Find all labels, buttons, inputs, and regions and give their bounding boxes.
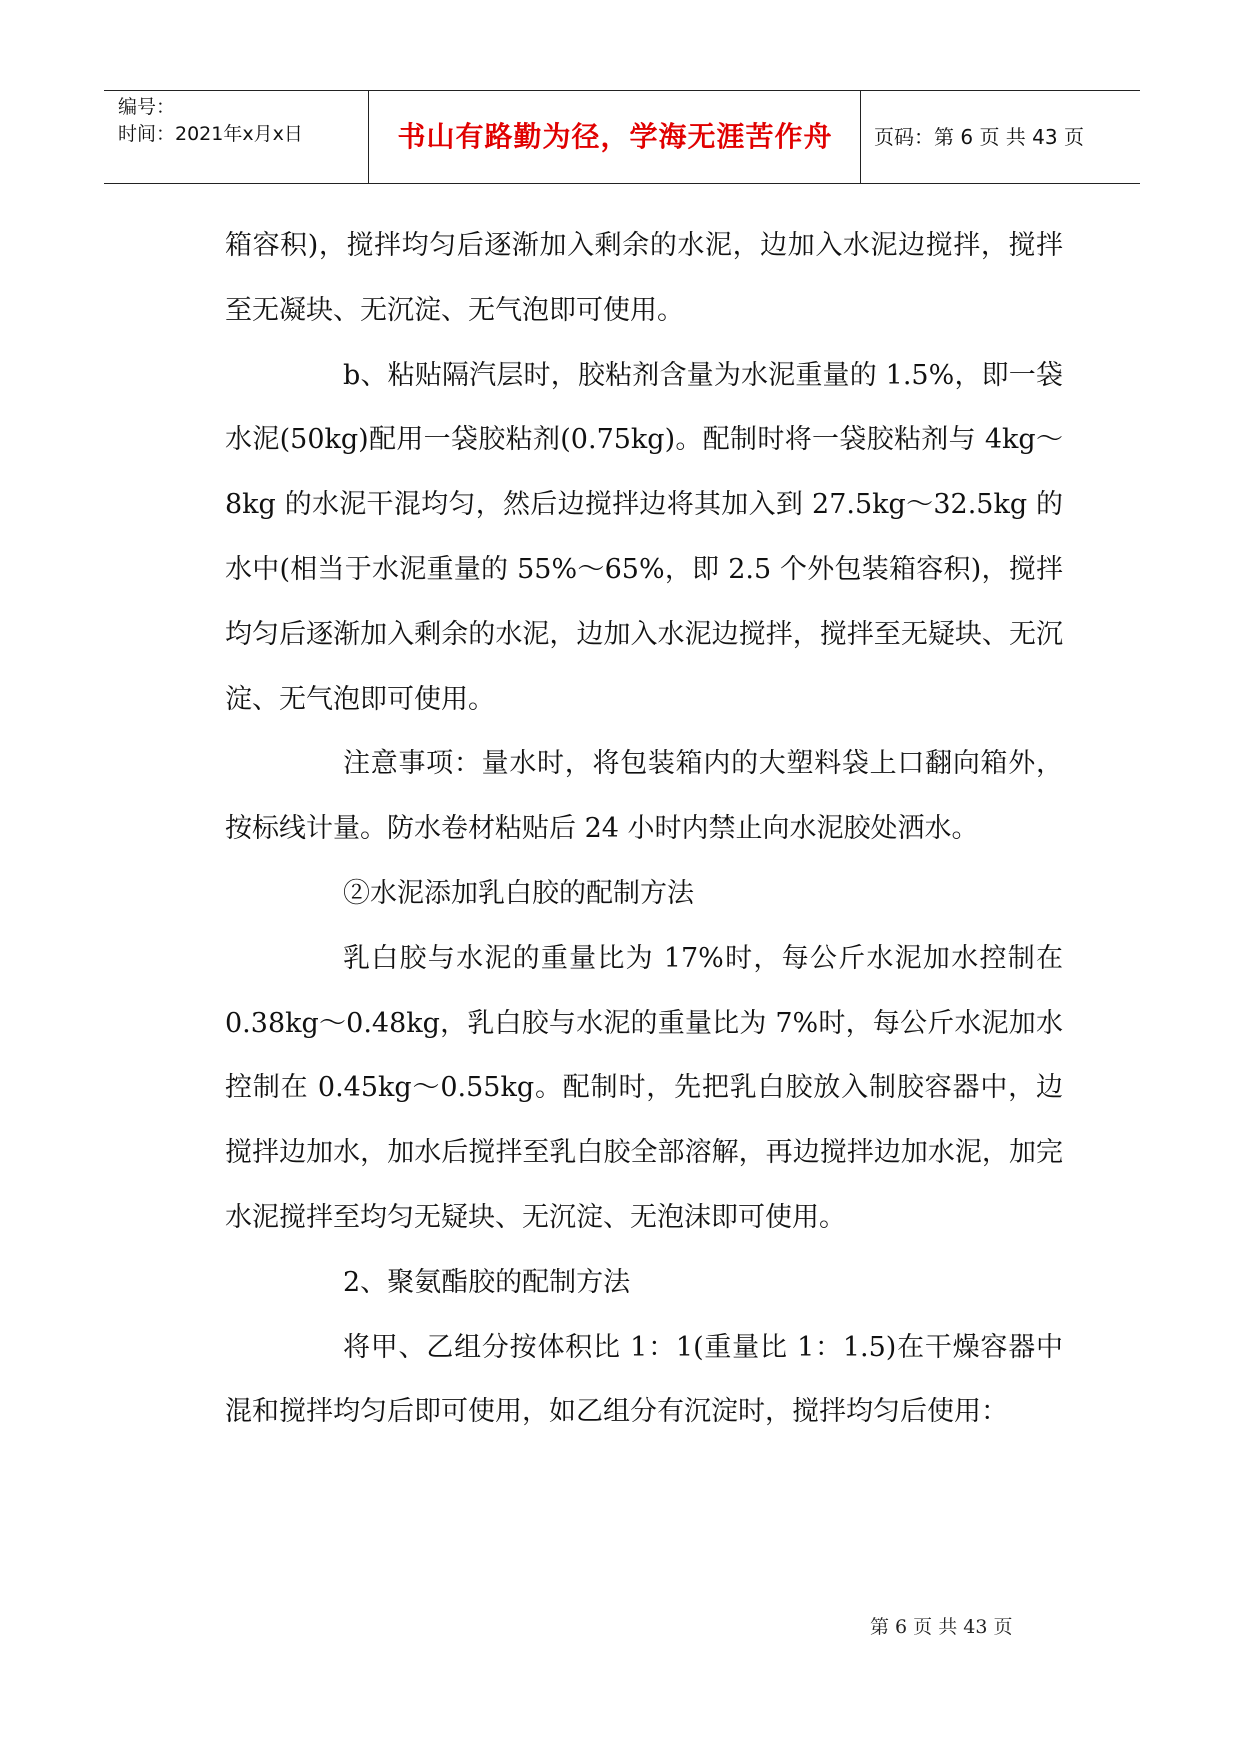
date-label: 时间：2021年x月x日 [118,123,303,145]
section-heading: 2、聚氨酯胶的配制方法 [343,1266,631,1298]
paragraph: 注意事项：量水时，将包装箱内的大塑料袋上口翻向箱外，按标线计量。防水卷材粘贴后 24 小时内禁止向水泥胶处洒水。 [225,748,1063,845]
page-header [104,90,1140,184]
page-footer: 第 6 页 共 43 页 [870,1616,1013,1638]
paragraph: 将甲、乙组分按体积比 1：1(重量比 1：1.5)在干燥容器中混和搅拌均匀后即可使用，如乙组分有沉淀时，搅拌均匀后使用： [225,1331,1063,1428]
serial-number-label: 编号： [118,96,176,118]
header-divider [368,91,369,183]
paragraph: 箱容积)，搅拌均匀后逐渐加入剩余的水泥，边加入水泥边搅拌，搅拌至无凝块、无沉淀、无气泡即可使用。 [225,230,1063,326]
section-heading: ②水泥添加乳白胶的配制方法 [343,877,694,909]
paragraph: 乳白胶与水泥的重量比为 17%时，每公斤水泥加水控制在 0.38kg～0.48kg，乳白胶与水泥的重量比为 7%时，每公斤水泥加水控制在 0.45kg～0.55kg。配制时，先把乳白胶放入制胶容器中，边搅拌边加水，加水后搅拌至乳白胶全部溶解，再边搅拌边加水泥，加完水泥搅拌至均匀无疑块、无沉淀、无泡沫即可使用。 [225,942,1063,1233]
header-meta [118,91,368,183]
paragraph: b、粘贴隔汽层时，胶粘剂含量为水泥重量的 1.5%，即一袋水泥(50kg)配用一袋胶粘剂(0.75kg)。配制时将一袋胶粘剂与 4kg～8kg 的水泥干混均匀，然后边搅拌边将其加入到 27.5kg～32.5kg 的水中(相当于水泥重量的 55%～65%，即 2.5 个外包装箱容积)，搅拌均匀后逐渐加入剩余的水泥，边加入水泥边搅拌，搅拌至无疑块、无沉淀、无气泡即可使用。 [225,359,1063,715]
document-body [225,214,1063,1445]
header-motto: 书山有路勤为径，学海无涯苦作舟 [397,120,833,153]
header-divider [860,91,861,183]
header-page-info: 页码：第 6 页 共 43 页 [874,125,1084,149]
